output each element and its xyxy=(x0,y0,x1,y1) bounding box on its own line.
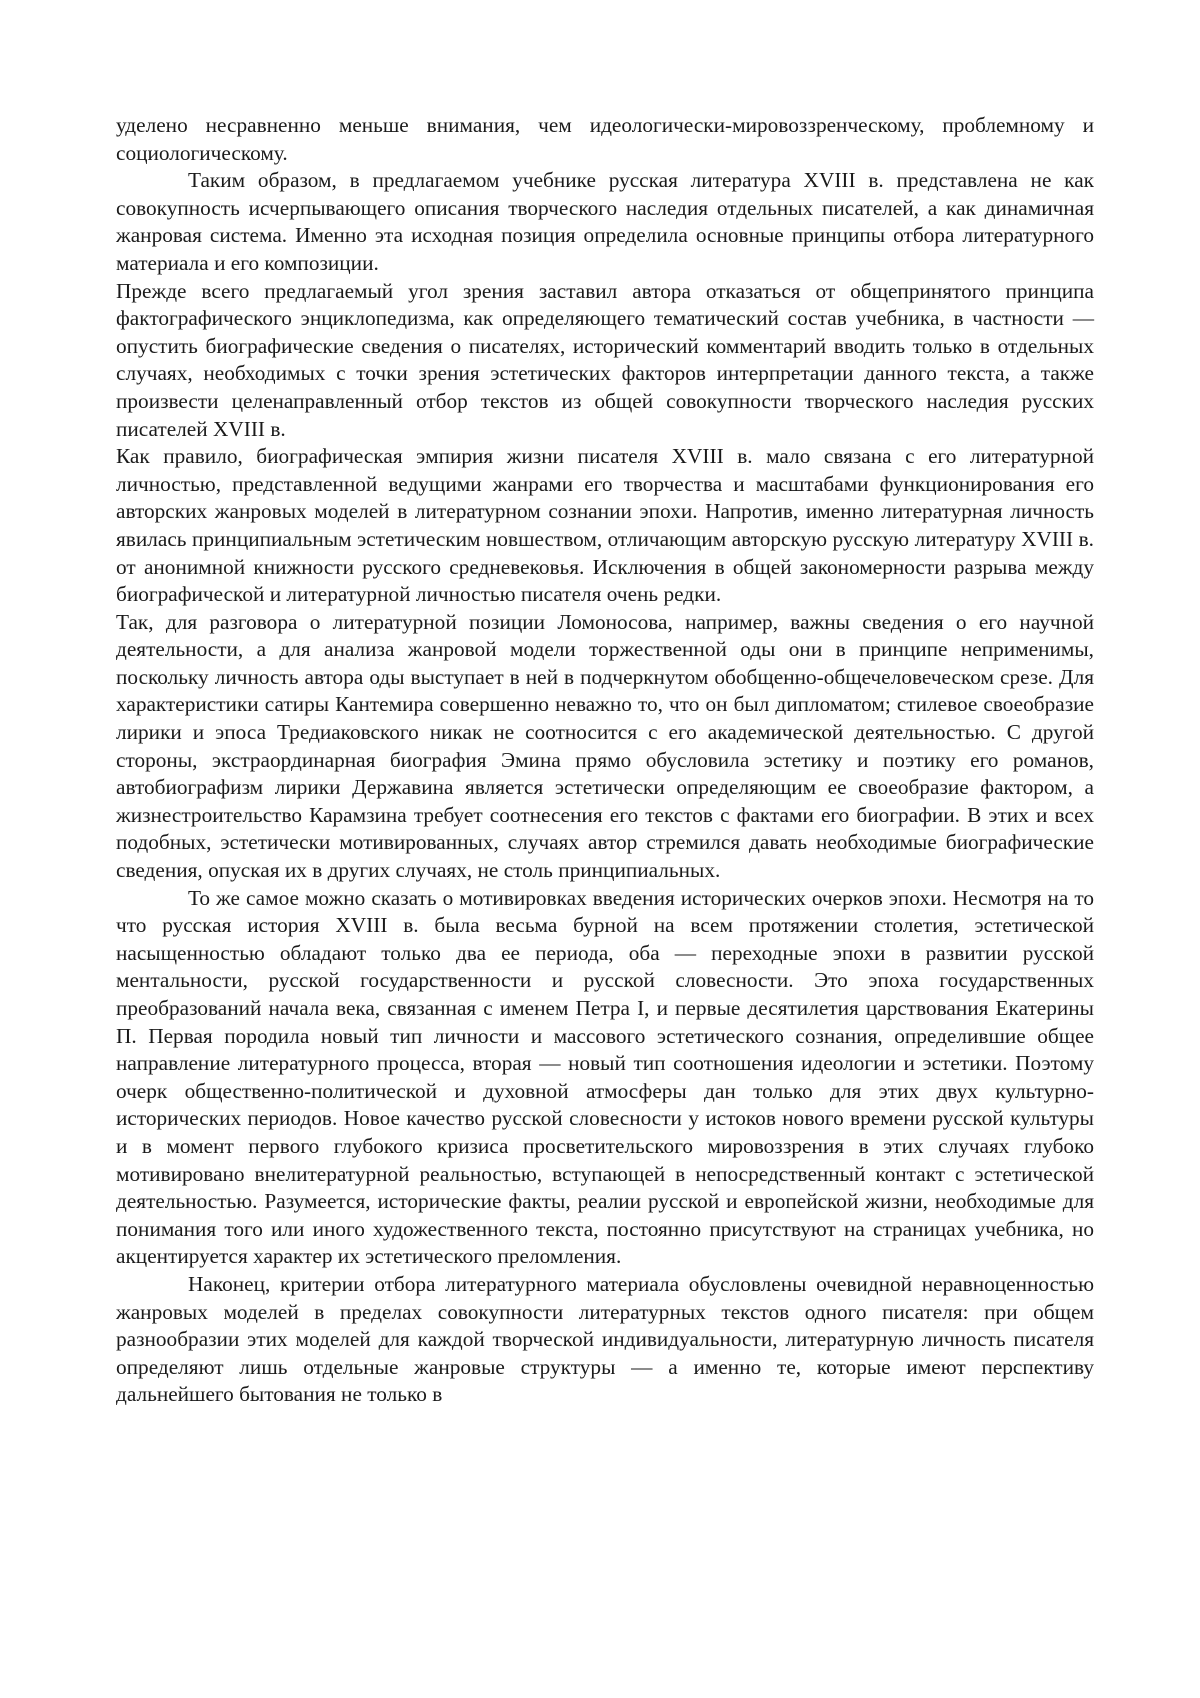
paragraph: уделено несравненно меньше внимания, чем идеологически-мировоззренческому, проблемному и социологическому. xyxy=(116,113,1094,165)
paragraph: То же самое можно сказать о мотивировках введения исторических очерков эпохи. Несмотря на то что русская история XVIII в. была весьма бурной на всем протяжении столетия, эстетической насыщенностью обладают только два ее периода, оба — переходные эпохи в развитии русской ментальности, русской государственности и русской словесности. Это эпоха государственных преобразований начала века, связанная с именем Петра I, и первые десятилетия царствования Екатерины П. Первая породила новый тип личности и массового эстетического сознания, определившие общее направление литературного процесса, вторая — новый тип соотношения идеологии и эстетики. Поэтому очерк общественно-политической и духовной атмосферы дан только для этих двух культурно-исторических периодов. Новое качество русской словесности у истоков нового времени русской культуры и в момент первого глубокого кризиса просветительского мировоззрения в этих случаях глубоко мотивировано внелитературной реальностью, вступающей в непосредственный контакт с эстетической деятельностью. Разумеется, исторические факты, реалии русской и европейской жизни, необходимые для понимания того или иного художественного текста, постоянно присутствуют на страницах учебника, но акцентируется характер их эстетического преломления. xyxy=(116,885,1094,1269)
paragraph: Таким образом, в предлагаемом учебнике русская литература XVIII в. представлена не как совокупность исчерпывающего описания творческого наследия отдельных писателей, а как динамичная жанровая система. Именно эта исходная позиция определила основные принципы отбора литературного материала и его композиции. xyxy=(116,168,1094,275)
body-text xyxy=(116,112,1094,1409)
paragraph: Как правило, биографическая эмпирия жизни писателя XVIII в. мало связана с его литературной личностью, представленной ведущими жанрами его творчества и масштабами функционирования его авторских жанровых моделей в литературном сознании эпохи. Напротив, именно литературная личность явилась принципиальным эстетическим новшеством, отличающим авторскую русскую литературу XVIII в. от анонимной книжности русского средневековья. Исключения в общей закономерности разрыва между биографической и литературной личностью писателя очень редки. xyxy=(116,444,1094,607)
paragraph: Так, для разговора о литературной позиции Ломоносова, например, важны сведения о его научной деятельности, а для анализа жанровой модели торжественной оды они в принципе неприменимы, поскольку личность автора оды выступает в ней в подчеркнутом обобщенно-общечеловеческом срезе. Для характеристики сатиры Кантемира совершенно неважно то, что он был дипломатом; стилевое своеобразие лирики и эпоса Тредиаковского никак не соотносится с его академической деятельностью. С другой стороны, экстраординарная биография Эмина прямо обусловила эстетику и поэтику его романов, автобиографизм лирики Державина является эстетически определяющим ее своеобразие фактором, а жизнестроительство Карамзина требует соотнесения его текстов с фактами его биографии. В этих и всех подобных, эстетически мотивированных, случаях автор стремился давать необходимые биографические сведения, опуская их в других случаях, не столь принципиальных. xyxy=(116,609,1094,883)
paragraph: Прежде всего предлагаемый угол зрения заставил автора отказаться от общепринятого принципа фактографического энциклопедизма, как определяющего тематический состав учебника, в частности — опустить биографические сведения о писателях, исторический комментарий вводить только в отдельных случаях, необходимых с точки зрения эстетических факторов интерпретации данного текста, а также произвести целенаправленный отбор текстов из общей совокупности творческого наследия русских писателей XVIII в. xyxy=(116,278,1094,441)
paragraph: Наконец, критерии отбора литературного материала обусловлены очевидной неравноценностью жанровых моделей в пределах совокупности литературных текстов одного писателя: при общем разнообразии этих моделей для каждой творческой индивидуальности, литературную личность писателя определяют лишь отдельные жанровые структуры — а именно те, которые имеют перспективу дальнейшего бытования не только в xyxy=(116,1271,1094,1407)
